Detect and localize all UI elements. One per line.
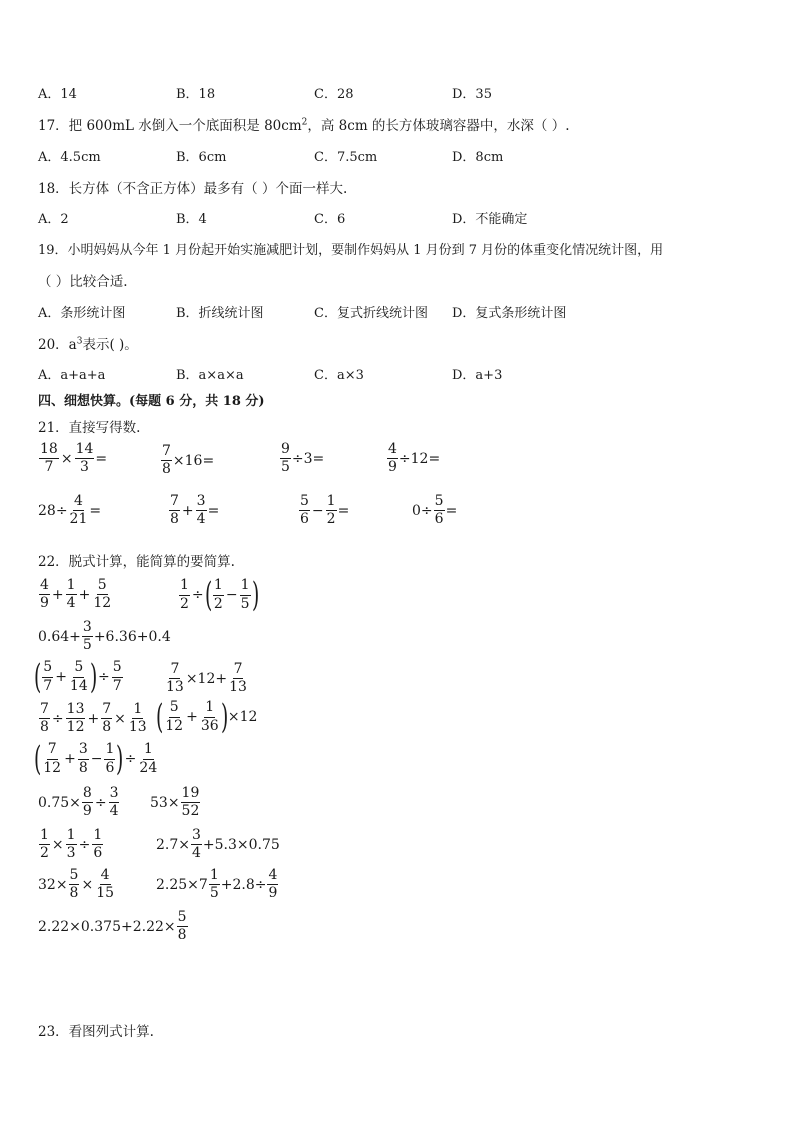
q22-expr-15: 2.22×0.375+2.22× $\frac{5}{8}$	[38, 909, 187, 944]
q22-expr-7: ( $\frac{5}{12}$ + $\frac{1}{36}$ ) ×12	[155, 697, 258, 737]
q20-option-a: A．a+a+a	[38, 368, 106, 383]
q22-expr-1: $\frac{4}{9}$ + $\frac{1}{4}$ + $\frac{5}{12}$	[40, 577, 112, 612]
q22-expr-2: $\frac{1}{2}$ ÷ ( $\frac{1}{2}$ − $\frac{1}{5}$ )	[180, 575, 259, 615]
q16-option-b: B．18	[176, 87, 216, 102]
q19-option-b: B．折线统计图	[176, 306, 264, 321]
q17-stem: 17．把 600mL 水倒入一个底面积是 $80cm^2$，高 8cm 的长方体玻璃容器中，水深（ ）.	[38, 117, 570, 134]
q17-option-a: A．4.5cm	[38, 150, 101, 165]
q18-option-b: B．4	[176, 212, 207, 227]
q19-option-d: D．复式条形统计图	[452, 306, 567, 321]
q17-option-c: C．7.5cm	[314, 150, 378, 165]
q19-option-c: C．复式折线统计图	[314, 306, 428, 321]
q22-expr-4: ( $\frac{5}{7}$ + $\frac{5}{14}$ ) ÷ $\frac{5}{7}$	[33, 657, 122, 697]
q22-expr-3: 0.64+ $\frac{3}{5}$ +6.36+0.4	[38, 619, 171, 654]
q21-item-a: $\frac{18}{7}$ × $\frac{14}{3}$ =	[40, 441, 108, 476]
q17-option-d: D．8cm	[452, 150, 504, 165]
q22-expr-12: 2.7× $\frac{3}{4}$ +5.3×0.75	[156, 827, 280, 862]
q22-expr-14: 2.25×7 $\frac{1}{5}$ +2.8÷ $\frac{4}{9}$	[156, 867, 278, 902]
q22-title: 22．脱式计算，能简算的要简算.	[38, 554, 235, 570]
q21-item-e: 28÷ $\frac{4}{21}$ =	[38, 493, 102, 528]
section-heading: 四、细想快算。(每题 6 分，共 18 分)	[38, 394, 265, 409]
q16-option-a: A．14	[38, 87, 77, 102]
q18-option-a: A．2	[38, 212, 69, 227]
q18-option-d: D．不能确定	[452, 212, 528, 227]
q16-option-d: D．35	[452, 87, 492, 102]
q22-expr-13: 32× $\frac{5}{8}$ × $\frac{4}{15}$	[38, 867, 115, 902]
q19-option-a: A．条形统计图	[38, 306, 126, 321]
q18-stem: 18．长方体（不含正方体）最多有（ ）个面一样大.	[38, 181, 348, 197]
q23-title: 23．看图列式计算.	[38, 1024, 154, 1040]
q22-expr-11: $\frac{1}{2}$ × $\frac{1}{3}$ ÷ $\frac{1}{6}$	[40, 827, 103, 862]
q20-option-b: B．a×a×a	[176, 368, 244, 383]
q22-expr-6: $\frac{7}{8}$ ÷ $\frac{13}{12}$ + $\frac{7}{8}$ × $\frac{1}{13}$	[40, 701, 147, 736]
q21-title: 21．直接写得数.	[38, 420, 141, 436]
q20-option-d: D．a+3	[452, 368, 503, 383]
q22-expr-8: ( $\frac{7}{12}$ + $\frac{3}{8}$ − $\frac{1}{6}$ ) ÷ $\frac{1}{24}$	[33, 739, 158, 779]
q21-item-c: $\frac{9}{5}$ ÷3=	[281, 441, 325, 476]
q21-item-h: 0÷ $\frac{5}{6}$ =	[412, 493, 458, 528]
q21-item-b: $\frac{7}{8}$ ×16=	[162, 443, 215, 478]
q19-stem-line2: （ ）比较合适.	[38, 274, 128, 290]
q21-item-g: $\frac{5}{6}$ − $\frac{1}{2}$ =	[300, 493, 350, 528]
q22-expr-10: 53× $\frac{19}{52}$	[150, 785, 200, 820]
q20-option-c: C．a×3	[314, 368, 364, 383]
q21-item-d: $\frac{4}{9}$ ÷12=	[388, 441, 441, 476]
q19-stem-line1: 19．小明妈妈从今年 1 月份起开始实施减肥计划，要制作妈妈从 1 月份到 7 月份的体重变化情况统计图，用	[38, 243, 664, 258]
q21-item-f: $\frac{7}{8}$ + $\frac{3}{4}$ =	[170, 493, 220, 528]
q20-stem: 20．$a^3$表示( )。	[38, 336, 138, 353]
q22-expr-5: $\frac{7}{13}$ ×12+ $\frac{7}{13}$	[166, 661, 247, 696]
q22-expr-9: 0.75× $\frac{8}{9}$ ÷ $\frac{3}{4}$	[38, 785, 119, 820]
q18-option-c: C．6	[314, 212, 346, 227]
q16-option-c: C．28	[314, 87, 354, 102]
q17-option-b: B．6cm	[176, 150, 227, 165]
